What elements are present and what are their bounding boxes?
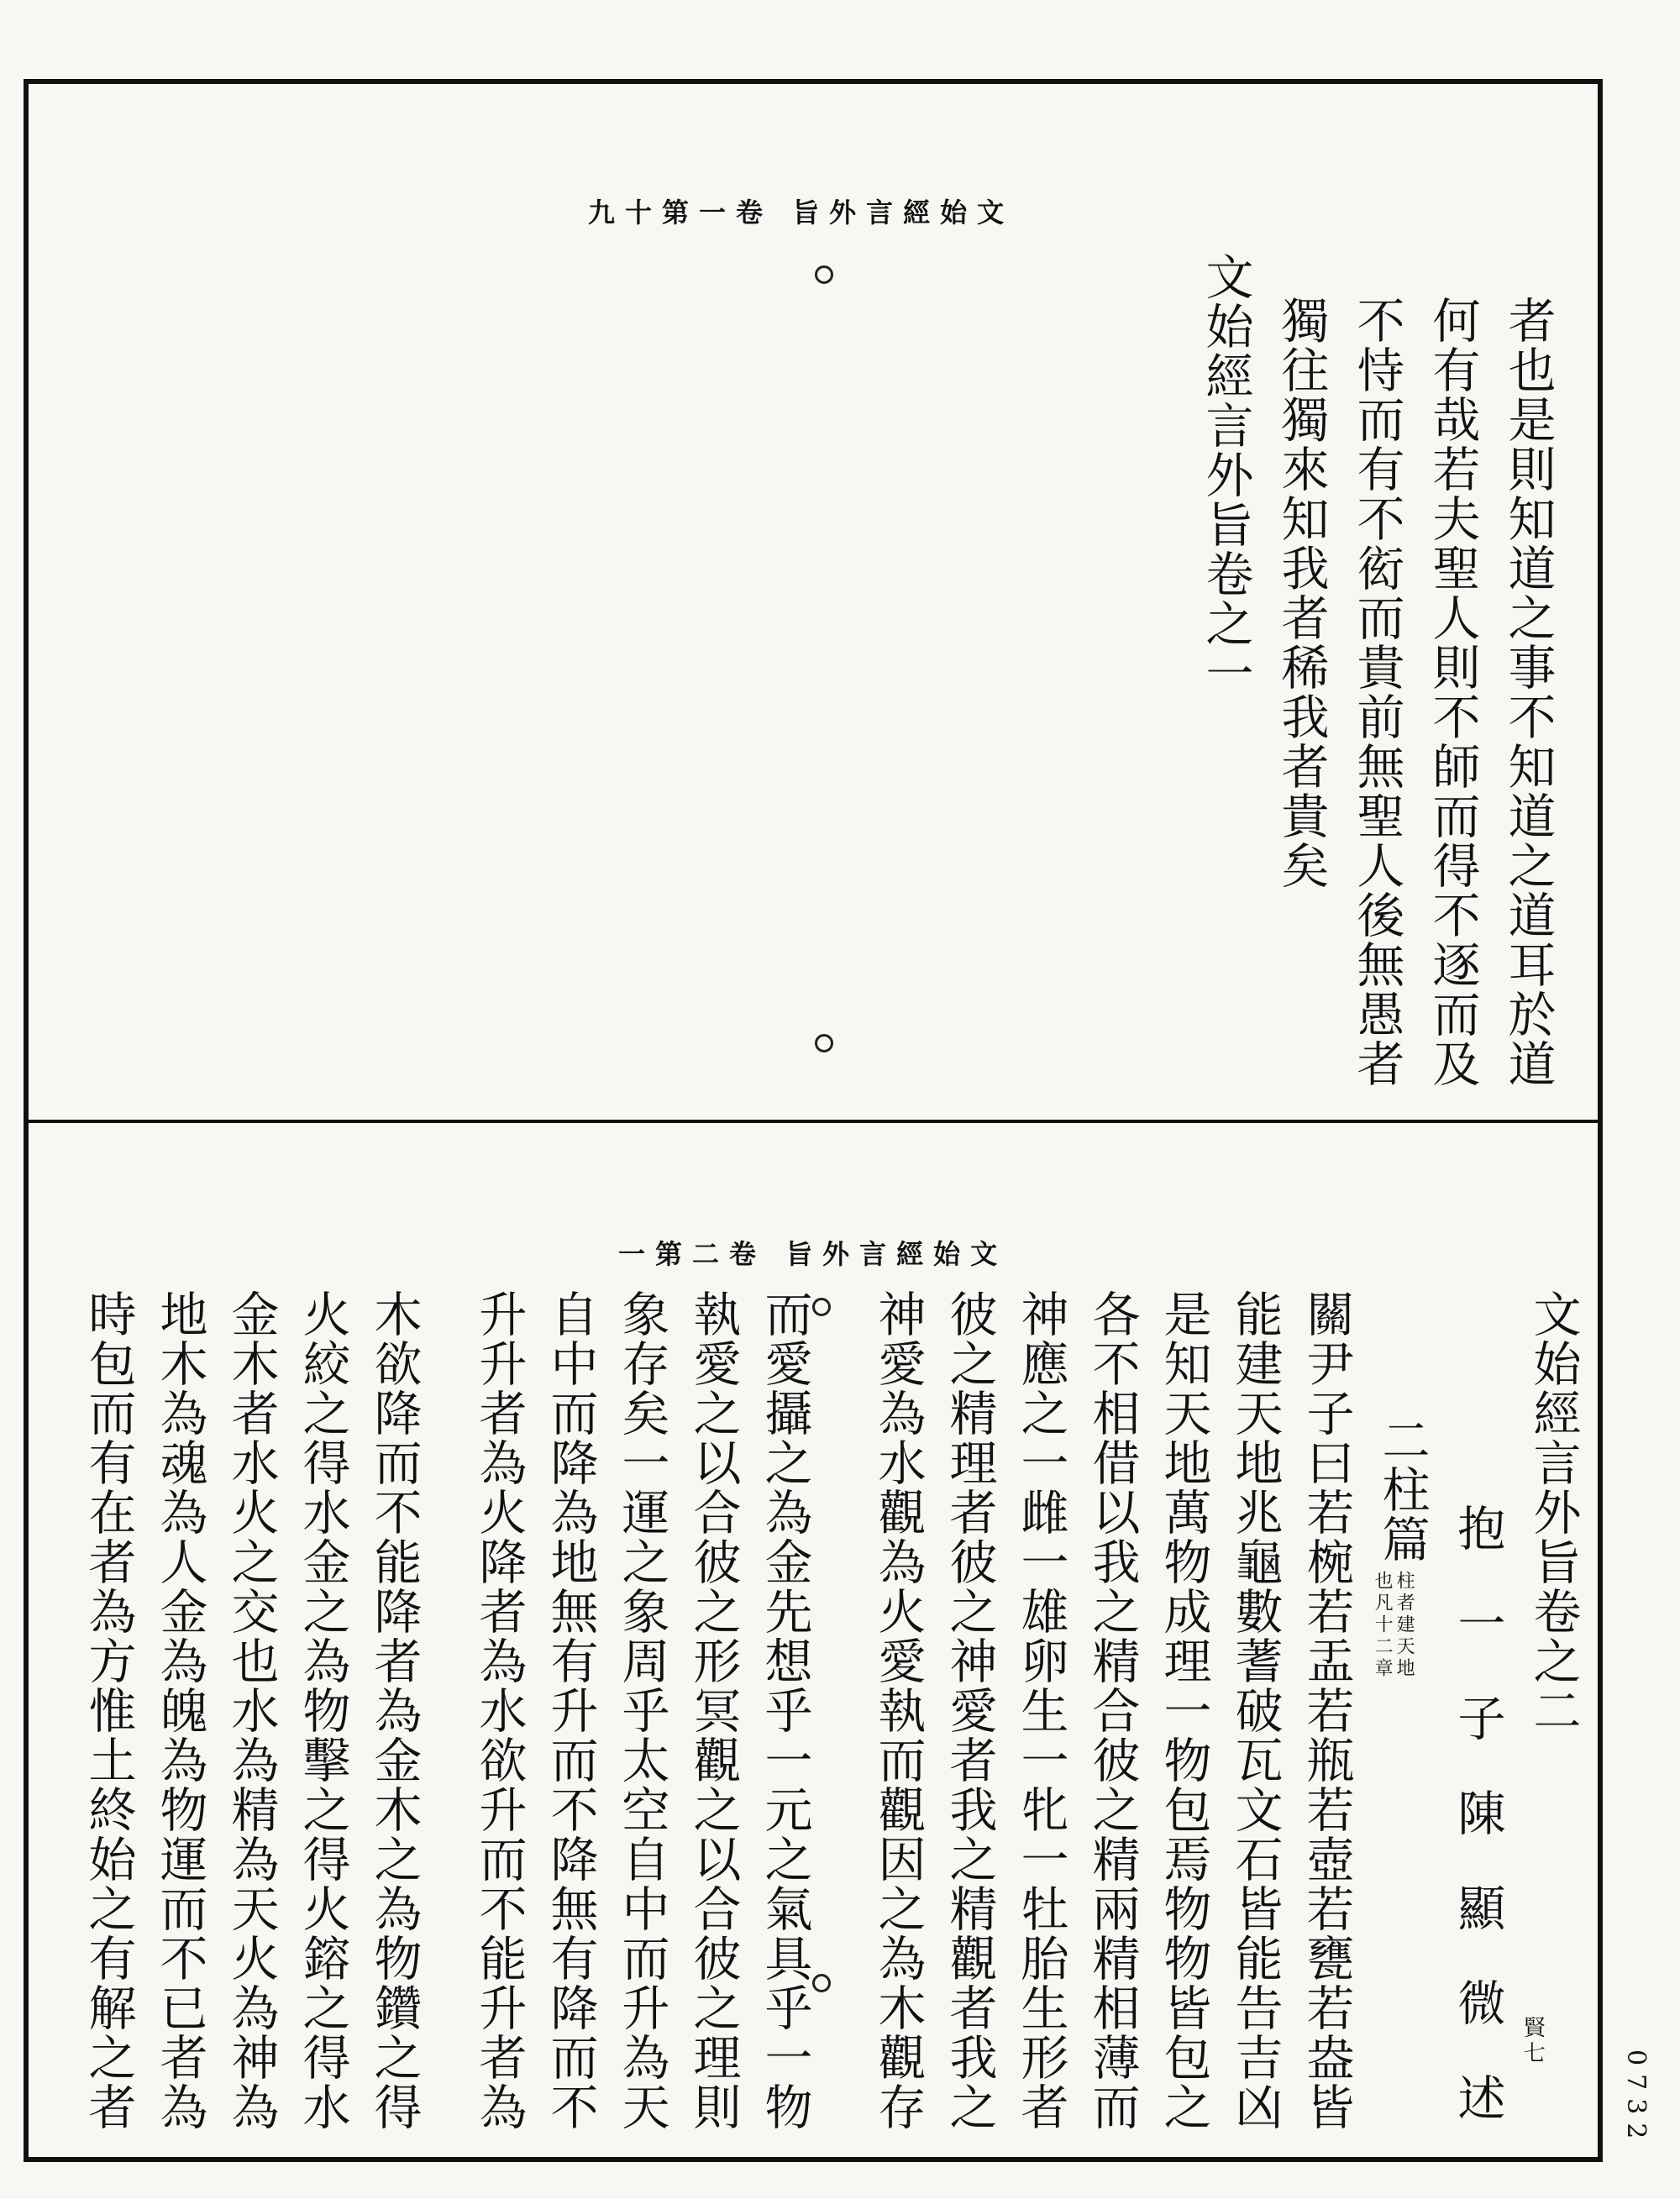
- bottom-text-column-3: 是知天地萬物成理一物包焉物物皆包之: [1156, 1289, 1211, 2132]
- panel-divider: [24, 1120, 1603, 1123]
- bottom-text-column-13: 木欲降而不能降者為金木之為物鑽之得: [366, 1289, 422, 2132]
- binding-hole-3: [812, 1298, 831, 1316]
- bottom-text-column-5: 神應之一雌一雄卵生一牝一牡胎生形者: [1013, 1289, 1068, 2132]
- top-text-column-1: 者也是則知道之事不知道之道耳於道: [1500, 296, 1556, 1089]
- top-running-header: 九十第一卷 旨外言經始文: [588, 197, 1015, 228]
- top-text-column-3: 不恃而有不衒而貴前無聖人後無愚者: [1349, 296, 1404, 1089]
- author-line: 抱一子陳顯微述: [1450, 1504, 1505, 2168]
- bottom-text-column-17: 時包而有在者為方惟土終始之有解之者: [81, 1289, 136, 2132]
- top-volume-title: 文始經言外旨卷之一: [1198, 252, 1253, 698]
- bottom-text-column-12: 升升者為火降者為水欲升而不能升者為: [471, 1289, 527, 2132]
- side-mark: 賢七: [1520, 2016, 1546, 2066]
- bottom-text-column-8: 而愛攝之為金先想乎一元之氣具乎一物: [757, 1289, 812, 2132]
- binding-hole-1: [815, 265, 833, 284]
- chapter-note-right: 柱者建天地: [1394, 1571, 1415, 1680]
- bottom-text-column-6: 彼之精理者彼之神愛者我之精觀者我之: [942, 1289, 997, 2132]
- bottom-volume-title: 文始經言外旨卷之二: [1525, 1289, 1581, 1735]
- bottom-running-header: 一第二卷 旨外言經始文: [618, 1238, 1008, 1270]
- bottom-text-column-2: 能建天地兆龜數蓍破瓦文石皆能告吉凶: [1227, 1289, 1283, 2132]
- bottom-text-column-9: 執愛之以合彼之形冥觀之以合彼之理則: [685, 1289, 741, 2132]
- chapter-note-left: 也凡十二章: [1372, 1571, 1394, 1680]
- bottom-text-column-1: 關尹子曰若椀若盂若瓶若壺若甕若盎皆: [1299, 1289, 1354, 2132]
- bottom-text-column-7: 神愛為水觀為火愛執而觀因之為木觀存: [870, 1289, 926, 2132]
- top-text-column-4: 獨往獨來知我者稀我者貴矣: [1273, 296, 1329, 890]
- chapter-title: 二柱篇: [1374, 1415, 1430, 1564]
- binding-hole-2: [815, 1034, 833, 1052]
- top-text-column-2: 何有哉若夫聖人則不師而得不逐而及: [1425, 296, 1480, 1089]
- bottom-text-column-14: 火絞之得水金之為物擊之得火鎔之得水: [295, 1289, 350, 2132]
- bottom-text-column-4: 各不相借以我之精合彼之精兩精相薄而: [1084, 1289, 1140, 2132]
- bottom-text-column-16: 地木為魂為人金為魄為物運而不已者為: [152, 1289, 207, 2132]
- bottom-text-column-15: 金木者水火之交也水為精為天火為神為: [223, 1289, 279, 2132]
- page-number: 0732: [1621, 2049, 1651, 2148]
- bottom-text-column-10: 象存矣一運之象周乎太空自中而升為天: [614, 1289, 669, 2132]
- binding-hole-4: [812, 1974, 831, 1992]
- bottom-text-column-11: 自中而降為地無有升而不降無有降而不: [543, 1289, 598, 2132]
